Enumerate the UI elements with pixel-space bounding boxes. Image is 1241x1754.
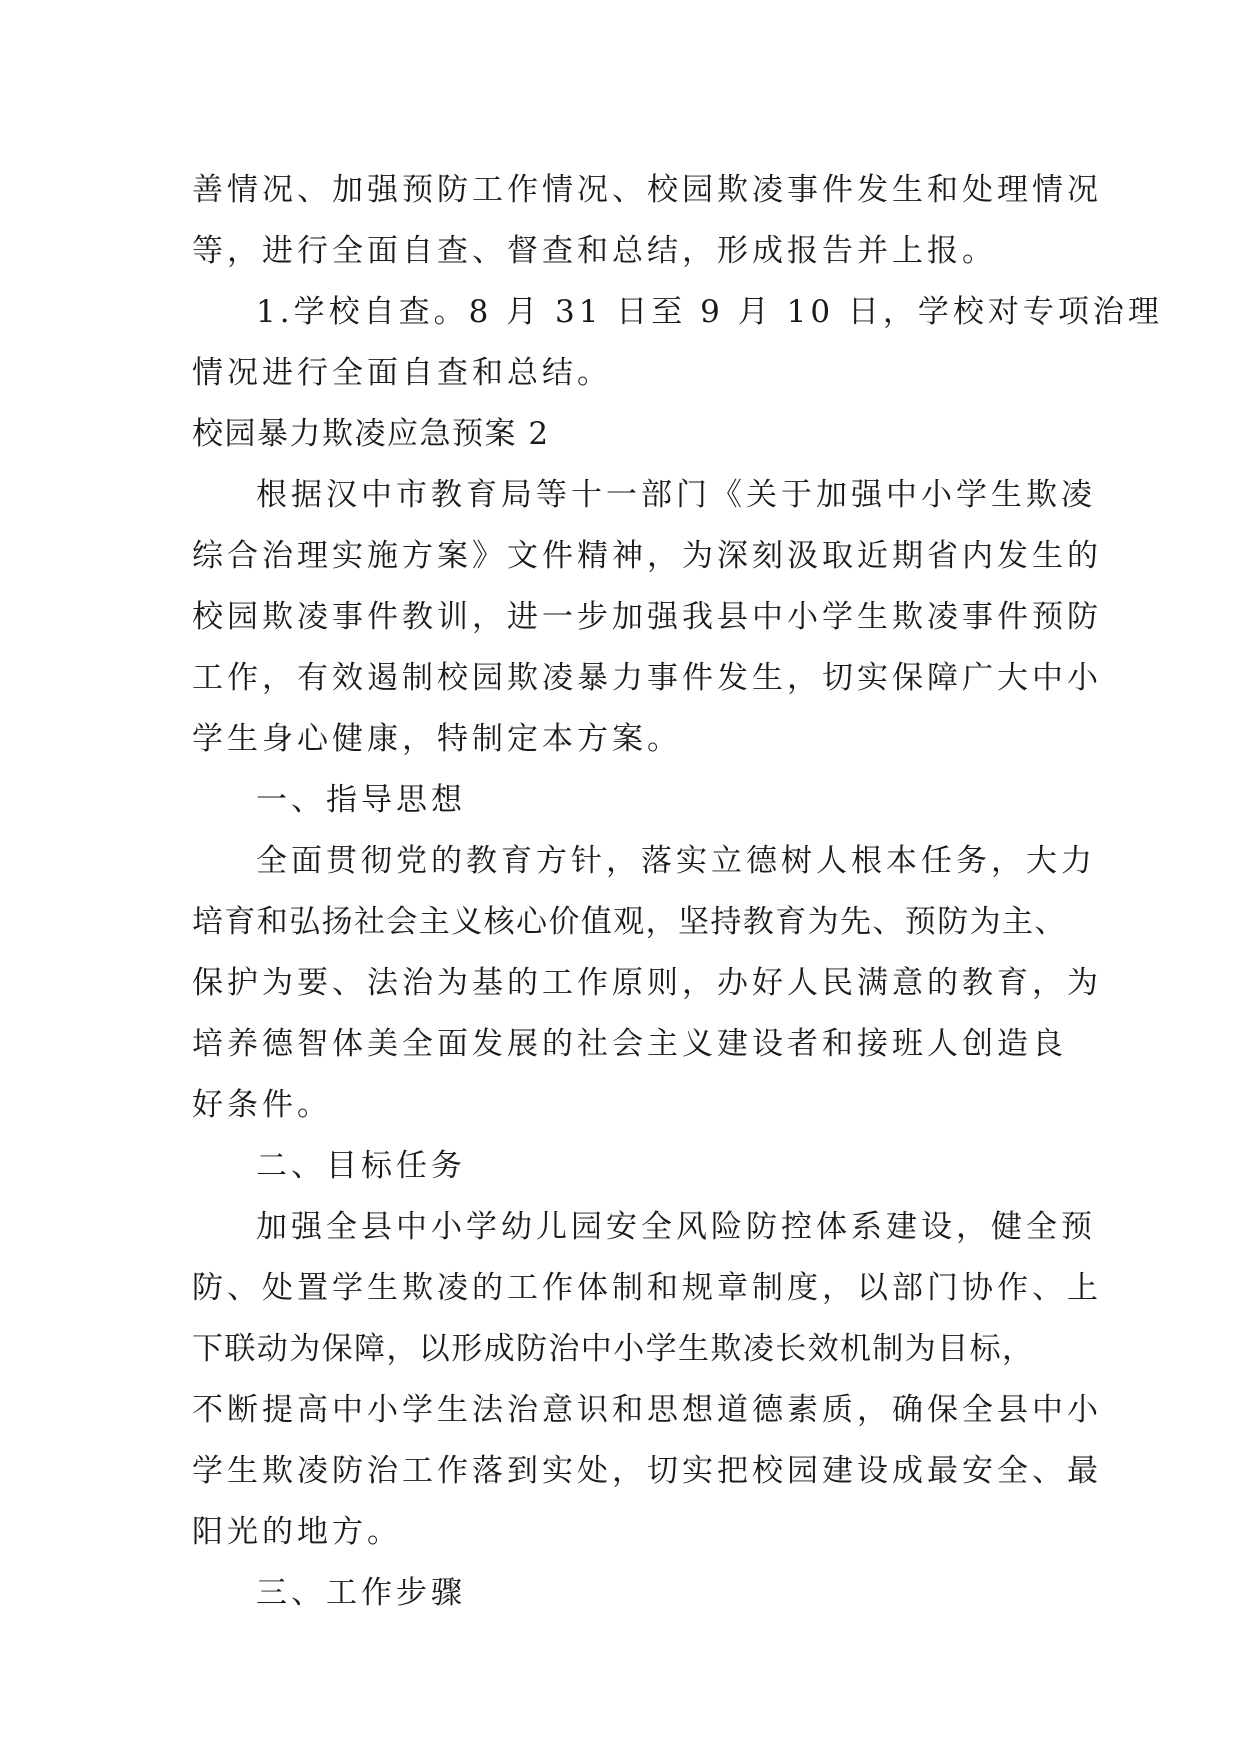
body-text-line: 情况进行全面自查和总结。 (192, 355, 612, 391)
body-text-line: 综合治理实施方案》文件精神，为深刻汲取近期省内发生的 (192, 538, 1102, 574)
body-text-line: 全面贯彻党的教育方针，落实立德树人根本任务，大力 (256, 843, 1096, 879)
body-text-line: 学生身心健康，特制定本方案。 (192, 721, 682, 757)
section-heading: 校园暴力欺凌应急预案 2 (192, 416, 550, 452)
subheading: 一、指导思想 (256, 782, 466, 818)
body-text-line: 等，进行全面自查、督查和总结，形成报告并上报。 (192, 233, 997, 269)
body-text-line: 加强全县中小学幼儿园安全风险防控体系建设，健全预 (256, 1209, 1096, 1245)
body-text-line: 根据汉中市教育局等十一部门《关于加强中小学生欺凌 (256, 477, 1096, 513)
body-text-line: 工作，有效遏制校园欺凌暴力事件发生，切实保障广大中小 (192, 660, 1102, 696)
subheading: 三、工作步骤 (256, 1575, 466, 1611)
body-text-line: 培育和弘扬社会主义核心价值观，坚持教育为先、预防为主、 (192, 904, 1067, 940)
document-body (192, 160, 1163, 1624)
body-text-line: 保护为要、法治为基的工作原则，办好人民满意的教育，为 (192, 965, 1102, 1001)
body-text-line: 防、处置学生欺凌的工作体制和规章制度，以部门协作、上 (192, 1270, 1102, 1306)
body-text-line: 学生欺凌防治工作落到实处，切实把校园建设成最安全、最 (192, 1453, 1102, 1489)
subheading: 二、目标任务 (256, 1148, 466, 1184)
body-text-line: 好条件。 (192, 1087, 332, 1123)
body-text-line: 阳光的地方。 (192, 1514, 402, 1550)
body-text-line: 下联动为保障，以形成防治中小学生欺凌长效机制为目标， (192, 1331, 1035, 1367)
body-text-line: 不断提高中小学生法治意识和思想道德素质，确保全县中小 (192, 1392, 1102, 1428)
body-text-line: 善情况、加强预防工作情况、校园欺凌事件发生和处理情况 (192, 172, 1102, 208)
body-text-line: 1.学校自查。8 月 31 日至 9 月 10 日，学校对专项治理 (256, 294, 1163, 330)
body-text-line: 培养德智体美全面发展的社会主义建设者和接班人创造良 (192, 1026, 1067, 1062)
body-text-line: 校园欺凌事件教训，进一步加强我县中小学生欺凌事件预防 (192, 599, 1102, 635)
